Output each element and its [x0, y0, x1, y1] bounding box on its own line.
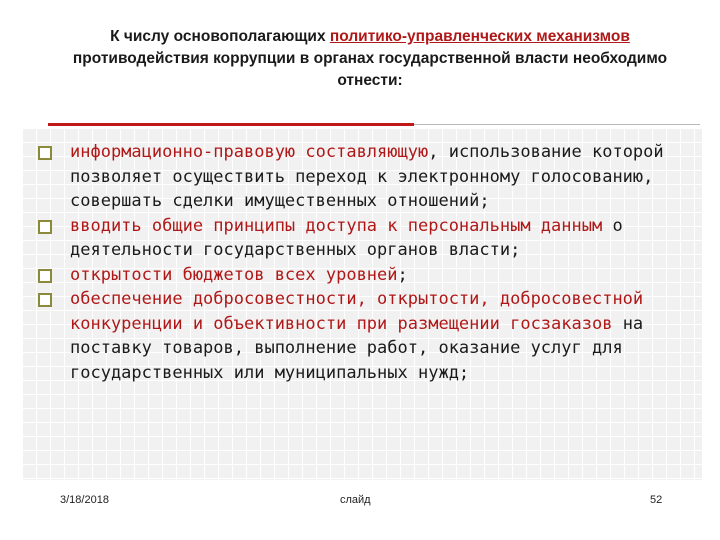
title-text-start: К числу основополагающих [110, 28, 330, 45]
title-divider-gray [414, 124, 700, 125]
bullet-text: , использование которой позволяет осуществить переход к электронному голосованию, совершать сделки имущественных отношений; [70, 142, 664, 211]
bullet-highlight: открытости бюджетов всех уровней [70, 264, 398, 285]
bullet-highlight: вводить общие принципы доступа к персональным данным [70, 215, 603, 236]
checkbox-bullet-icon [38, 269, 52, 283]
title-text-end: противодействия коррупции в органах государственной власти необходимо отнести: [72, 50, 668, 89]
bullet-item [38, 263, 698, 288]
footer-date: 3/18/2018 [60, 494, 109, 506]
checkbox-bullet-icon [38, 293, 52, 307]
checkbox-bullet-icon [38, 146, 52, 160]
bullet-text: ; [397, 264, 408, 285]
bullet-highlight: информационно-правовую составляющую [70, 142, 429, 162]
footer-page-number: 52 [650, 494, 663, 506]
title-highlight: политико-управленческих механизмов [329, 28, 630, 45]
bullet-text: о деятельности государственных органов власти; [70, 215, 623, 260]
slide-title [60, 26, 680, 92]
bullet-text: на поставку товаров, выполнение работ, оказание услуг для государственных или муниципальных нужд; [70, 313, 644, 383]
footer-label: слайд [340, 494, 371, 506]
bullet-item [38, 214, 698, 263]
checkbox-bullet-icon [38, 220, 52, 234]
title-divider-red [48, 123, 414, 126]
bullet-highlight: обеспечение добросовестности, открытости, добросовестной конкуренции и объективности при размещении госзаказов [70, 289, 644, 334]
bullet-list [38, 140, 698, 385]
bullet-item [38, 287, 698, 385]
bullet-item [38, 140, 698, 214]
